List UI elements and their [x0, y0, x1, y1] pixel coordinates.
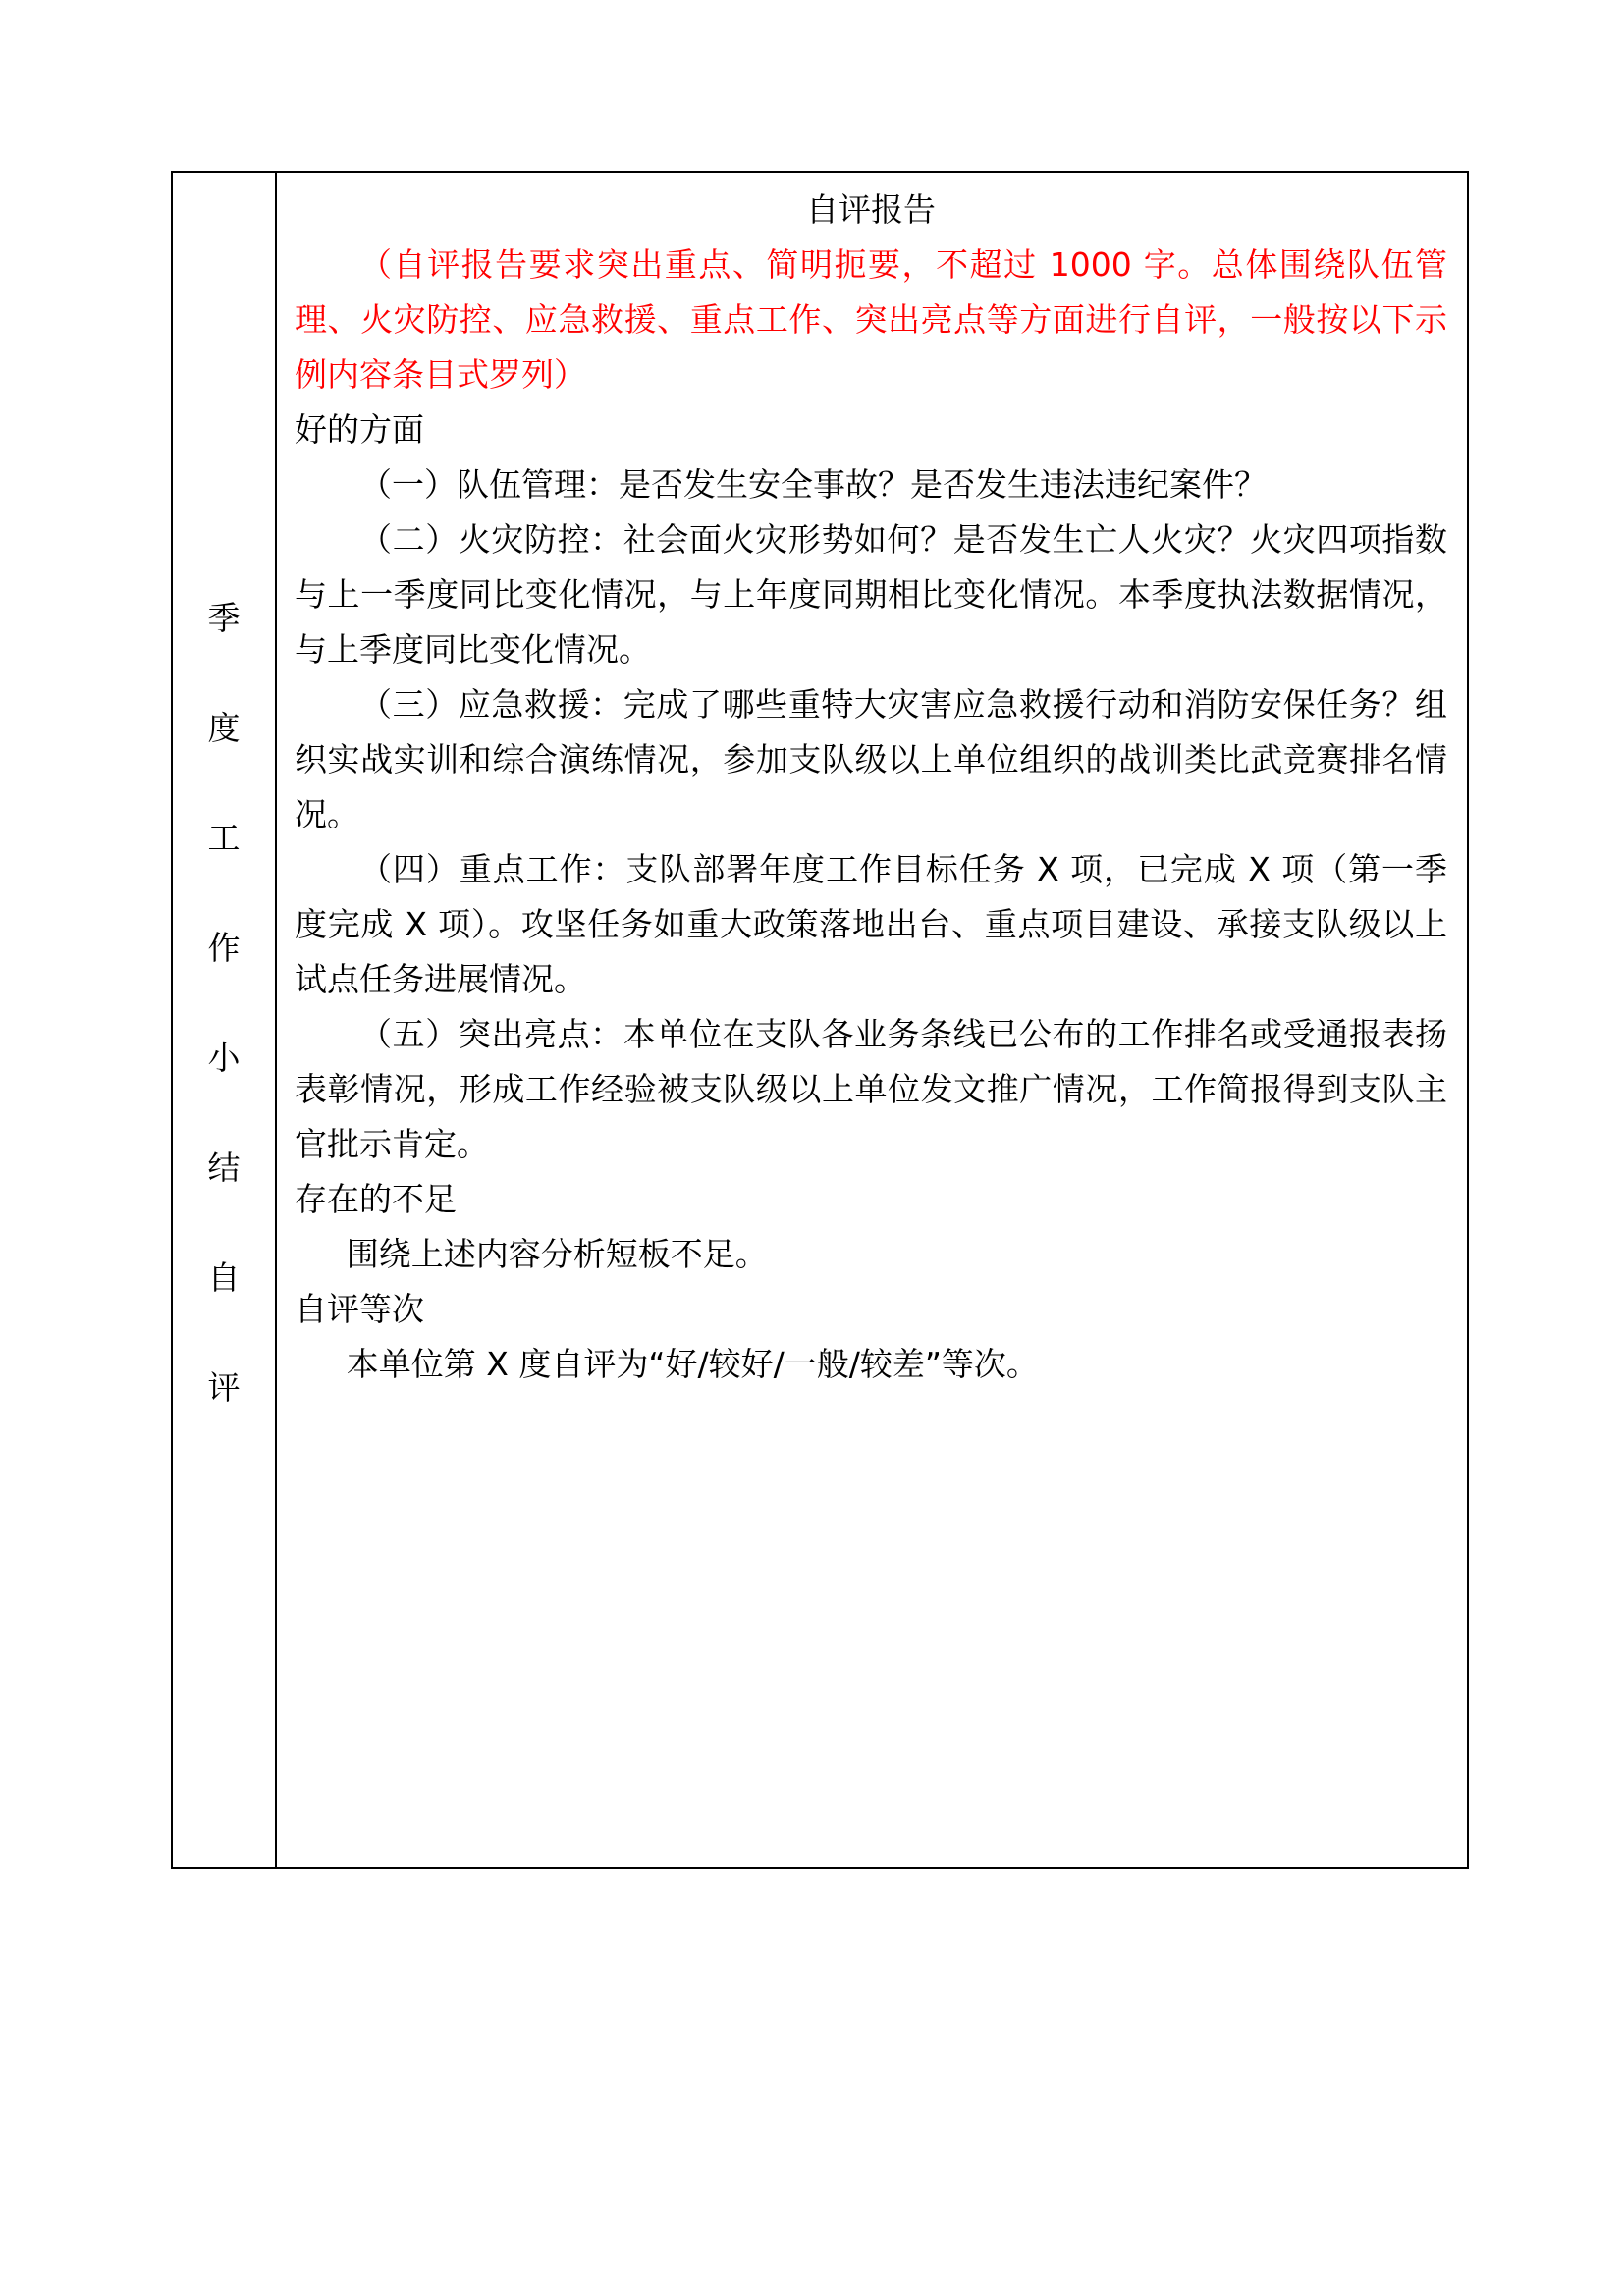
row-label-char: 度: [207, 709, 241, 747]
row-label-char: 小: [207, 1039, 241, 1077]
good-item-key-work: （四）重点工作：支队部署年度工作目标任务 X 项，已完成 X 项（第一季度完成 X 项）。攻坚任务如重大政策落地出台、重点项目建设、承接支队级以上试点任务进展情况。: [295, 850, 1447, 998]
row-label-char: 季: [207, 599, 241, 637]
self-grade-text: 本单位第 X 度自评为“好/较好/一般/较差”等次。: [346, 1345, 1039, 1383]
good-item-fire-prevention: （二）火灾防控：社会面火灾形势如何？是否发生亡人火灾？火灾四项指数与上一季度同比变化情况，与上年度同期相比变化情况。本季度执法数据情况，与上季度同比变化情况。: [295, 520, 1447, 668]
row-label-char: 自: [207, 1258, 241, 1297]
row-label-cell: [173, 173, 277, 1867]
row-label-char: 工: [207, 819, 241, 857]
shortcomings-heading: 存在的不足: [295, 1180, 457, 1218]
row-label-char: 作: [207, 929, 241, 967]
report-content-cell: [277, 173, 1467, 1867]
row-label-char: 评: [207, 1368, 241, 1407]
good-item-highlights: （五）突出亮点：本单位在支队各业务条线已公布的工作排名或受通报表扬表彰情况，形成工作经验被支队级以上单位发文推广情况，工作简报得到支队主官批示肯定。: [295, 1015, 1447, 1163]
good-item-emergency-rescue: （三）应急救援：完成了哪些重特大灾害应急救援行动和消防安保任务？组织实战实训和综合演练情况，参加支队级以上单位组织的战训类比武竞赛排名情况。: [295, 685, 1447, 833]
self-evaluation-table: [171, 171, 1469, 1869]
good-aspects-heading: 好的方面: [295, 410, 424, 449]
row-label-char: 结: [207, 1148, 241, 1187]
report-title: 自评报告: [806, 190, 936, 229]
self-grade-heading: 自评等次: [295, 1290, 424, 1328]
report-instruction: （自评报告要求突出重点、简明扼要，不超过 1000 字。总体围绕队伍管理、火灾防控、应急救援、重点工作、突出亮点等方面进行自评，一般按以下示例内容条目式罗列）: [295, 245, 1447, 394]
good-item-team-management: （一）队伍管理：是否发生安全事故？是否发生违法违纪案件？: [359, 465, 1267, 504]
shortcomings-text: 围绕上述内容分析短板不足。: [346, 1235, 768, 1273]
